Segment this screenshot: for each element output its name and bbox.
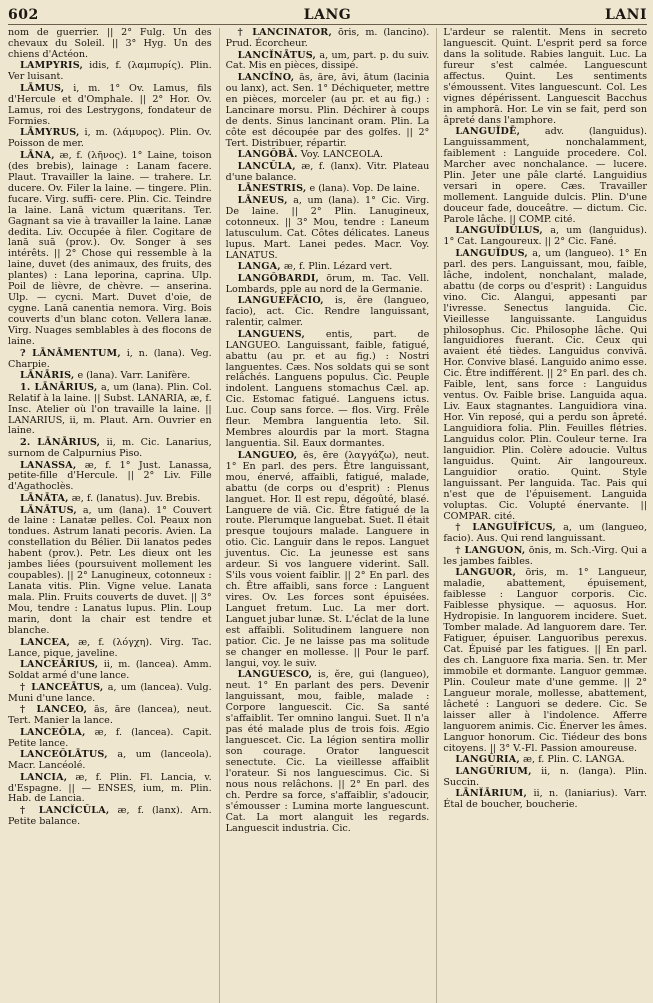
dictionary-entry xyxy=(443,523,647,545)
dictionary-entry xyxy=(226,451,430,670)
entry-headword: LĀNĬĀRIUM, xyxy=(455,788,528,800)
entry-definition: a, um (langueo, facio). Aus. Qui rend languissant. xyxy=(443,522,647,545)
dictionary-entry xyxy=(226,150,430,161)
dictionary-entry xyxy=(8,705,212,727)
entry-definition: æ, f. (lancea). Capit. Petite lance. xyxy=(8,726,212,749)
entry-definition: æ, f. 1° Just. Lanassa, petite-fille d'Hercule. || 2° Liv. Fille d'Agathoclès. xyxy=(8,459,212,493)
entry-definition: ōris, m. 1° Langueur, maladie, abattement, épuisement, faiblesse : Languor corporis. Cic. Faiblesse physique. — aquosus. Hor. Hydropisie. In languorem incidere. Suet. Tomber malade. Ad languorem dare. Ter. Fatiguer, épuiser. Languoribus perexus. Cat. Épuisé par les fatigues. || En parl. des ch. Languore fixa maria. Sen. tr. Mer immobile et dormante. Languor gemmæ. Plin. Couleur mate d'une gemme. || 2° Langueur morale, mollesse, abattement, lâcheté : Languori se dedere. Cic. Se laisser aller à l'indolence. Afferre languorem animis. Cic. Énerver les âmes. Languor honorum. Cic. Tiédeur des bons citoyens. || 3° V.-Fl. Passion amoureuse. xyxy=(443,567,648,754)
entry-definition: æ, f. (lanx). Arn. Petite balance. xyxy=(8,805,212,827)
dictionary-entry xyxy=(8,638,212,660)
dictionary-entry xyxy=(8,371,212,382)
entry-headword: LANGUENS, xyxy=(237,328,305,340)
dictionary-entry xyxy=(8,683,212,705)
entry-definition: æ, f. Plin. Lézard vert. xyxy=(283,261,393,273)
column-middle xyxy=(219,28,430,1003)
column-left xyxy=(8,28,212,1003)
entry-headword: † LANCEĀTUS, xyxy=(20,681,104,693)
dictionary-entry xyxy=(8,494,212,505)
entry-headword: LANCIA, xyxy=(20,771,68,783)
entry-headword: † LANGUON, xyxy=(455,544,526,556)
entry-definition: i, n. (lana). Veg. Charpie. xyxy=(8,347,212,370)
dictionary-entry xyxy=(8,660,212,682)
entry-definition: a, um (languidus). 1° Cat. Langoureux. || 2° Cic. Fané. xyxy=(443,225,648,248)
dictionary-entry xyxy=(226,196,430,262)
entry-headword: LĀNA, xyxy=(20,149,55,161)
entry-definition: æ, f. (λόγχη). Virg. Tac. Lance, pique, javeline. xyxy=(8,636,212,659)
dictionary-entry xyxy=(226,28,430,50)
dictionary-entry xyxy=(226,162,430,184)
entry-headword: LĀNĀTUS, xyxy=(20,504,77,516)
entry-definition: idis, f. (λαμπυρίς). Plin. Ver luisant. xyxy=(8,60,212,83)
dictionary-entry xyxy=(8,461,212,494)
entry-headword: LĀNĀRIS, xyxy=(20,370,75,382)
header-right-word: LANI xyxy=(604,7,647,23)
entry-headword: LANGUESCO, xyxy=(237,669,313,681)
entry-definition: ōrum, m. Tac. Vell. Lombards, pple au nord de la Germanie. xyxy=(225,272,430,295)
entry-definition: ii, n. (langa). Plin. Succin. xyxy=(443,765,648,788)
entry-definition: ōris, m. (lancino). Prud. Écorcheur. xyxy=(225,28,430,49)
entry-headword: LĀNĀTA, xyxy=(20,492,69,504)
entry-headword: LANCEŎLĀTUS, xyxy=(20,749,108,761)
entry-definition: æ, f. Plin. C. LANGA. xyxy=(522,754,625,766)
entry-definition: L'ardeur se ralentit. Mens in secreto languescit. Quint. L'esprit perd sa force dans la solitude. Rabies languit. Luc. La fureur s'est calmée. Languescunt affectus. Quint. Les sentiments s'émoussent. Vites languescunt. Col. Les vignes dépérissent. Languescit Bacchus in amphorā. Hor. Le vin se fait, perd son âpreté dans l'amphore. xyxy=(443,28,648,126)
page-header xyxy=(8,6,647,25)
entry-headword: † LANGUĬFĬCUS, xyxy=(455,522,556,534)
entry-headword: LANGUĬDĒ, xyxy=(455,126,521,138)
entry-headword: LĀNESTRIS, xyxy=(237,183,307,195)
page-number: 602 xyxy=(8,7,39,23)
dictionary-entry xyxy=(8,151,212,348)
dictionary-entry xyxy=(443,127,647,226)
entry-definition: ii, m. Cic. Lanarius, surnom de Calpurnius Piso. xyxy=(8,437,212,459)
entry-definition: e (lana). Varr. Lanifère. xyxy=(77,370,191,382)
entry-definition: ās, āre, āvi, ātum (lacinia ou lanx), act. Sen. 1° Déchiqueter, mettre en pièces, morceler (au pr. et au fig.) : Lancinare morsu. Plin. Déchirer à coups de dents. Sinus lancinant oram. Plin. La côte est découpée par des golfes. || 2° Tert. Distribuer, répartir. xyxy=(225,72,430,149)
dictionary-entry xyxy=(8,349,212,371)
dictionary-entry xyxy=(8,750,212,772)
dictionary-entry xyxy=(443,28,647,127)
entry-definition: Voy. LANCEOLA. xyxy=(300,149,384,161)
entry-definition: ii, n. (laniarius). Varr. Étal de boucher, boucherie. xyxy=(443,788,648,811)
entry-headword: LANGUĬDUS, xyxy=(455,247,528,259)
entry-definition: e (lana). Vop. De laine. xyxy=(309,183,420,195)
entry-definition: æ, f. (lanx). Vitr. Plateau d'une balance. xyxy=(225,160,430,183)
entry-definition: a, um (lana). Plin. Col. Relatif à la laine. || Subst. LANARIA, æ, f. Insc. Atelier où l'on travaille la laine. || LANARIUS, ii, m. Plaut. Arn. Ouvrier en laine. xyxy=(8,381,212,437)
entry-headword: LANGUEFĂCIO, xyxy=(237,295,324,307)
entry-definition: a, um (langueo). 1° En parl. des pers. Languissant, mou, faible, lâche, indolent, nonchalant, malade, abattu (de corps ou d'esprit) : Languidus vino. Cic. Alangui, appesanti par l'ivresse. Senectus languida. Cic. Vieillesse languissante. Languidus philosophus. Cic. Philosophe lâche. Qui languidiores fuerant. Cic. Ceux qui avaient été tièdes. Languidus convivā. Hor. Convive blasé. Languido animo esse. Cic. Être indifférent. || 2° En parl. des ch. Faible, lent, sans force : Languidus ventus. Ov. Faible brise. Languida aqua. Liv. Eaux stagnantes. Languidiora vina. Hor. Vin reposé, qui a perdu son âpreté. Languidiora folia. Plin. Feuilles flétries. Languidus color. Plin. Couleur terne. Ira languidior. Plin. Colère adoucie. Vultus languidus. Quint. Air langoureux. Languidior oratio. Quint. Style languissant. Per languida. Tac. Pais qui n'est que de l'épuisement. Languida voluptas. Cic. Volupté énervante. || COMPAR. cité. xyxy=(443,247,648,522)
entry-headword: LANGUOR, xyxy=(455,567,517,579)
dictionary-entry xyxy=(226,184,430,195)
entry-definition: is, ĕre, gui (langueo), neut. 1° En parlant des pers. Devenir languissant, mou, faible, malade : Corpore languescit. Cic. Sa santé s'affaiblit. Ter omnino langui. Suet. Il n'a pas été malade plus de trois fois. Ægio languescet. Cic. La légion sentira mollir son courage. Orator languescit senectute. Cic. La vieillesse affaiblit l'orateur. Si nos languescimus. Cic. Si nous nous relâchons. || 2° En parl. des ch. Perdre sa force, s'affaiblir, s'adoucir, s'émousser : Lumina morte languescunt. Cat. La mort alanguit les regards. Languescit industria. Cic. xyxy=(225,669,430,834)
entry-definition: nom de guerrier. || 2° Fulg. Un des chevaux du Soleil. || 3° Hyg. Un des chiens d'Actéon. xyxy=(8,28,212,60)
entry-headword: † LANCĬNĀTOR, xyxy=(237,28,333,38)
entry-headword: LANGŬRIUM, xyxy=(455,765,532,777)
entry-headword: LAMPYRIS, xyxy=(20,60,84,72)
entry-definition: æ, f. Plin. Fl. Lancia, v. d'Espagne. || — ENSES, ium, m. Plin. Hab. de Lancia. xyxy=(8,771,212,805)
entry-headword: LANGUEO, xyxy=(237,449,298,461)
entry-headword: LANCEA, xyxy=(20,636,71,648)
dictionary-entry xyxy=(8,506,212,637)
entry-definition: i, m. (λάμυρος). Plin. Ov. Poisson de mer. xyxy=(8,127,212,150)
entry-headword: LANCĬNO, xyxy=(237,72,295,83)
dictionary-entry xyxy=(226,262,430,273)
dictionary-entry xyxy=(8,61,212,83)
entry-definition: a, um, part. p. du suiv. Cat. Mis en pièces, dissipé. xyxy=(225,49,430,72)
entry-definition: adv. (languidus). Languissamment, nonchalamment, faiblement : Languide procedere. Col. Marcher avec nonchalance. — lucere. Plin. Jeter une pâle clarté. Languidius versari in opere. Cæs. Travailler mollement. Languide dulcis. Plin. D'une douceur fade, douceâtre. — dictum. Cic. Parole lâche. || COMP. cité. xyxy=(443,126,648,225)
dictionary-entry xyxy=(8,438,212,460)
entry-definition: entis, part. de LANGUEO. Languissant, faible, fatigué, abattu (au pr. et au fig.) : Nostri languentes. Cæs. Nos soldats qui se sont relâchés. Languens populus. Cic. Peuple indolent. Languens stomachus Cæl. ap. Cic. Estomac fatigué. Languens ictus. Luc. Coup sans force. — flos. Virg. Frêle fleur. Membra languentia leto. Sil. Membres alourdis par la mort. Stagna languentia. Sil. Eaux dormantes. xyxy=(225,328,430,450)
dictionary-entry xyxy=(443,767,647,789)
dictionary-entry xyxy=(226,274,430,296)
entry-definition: ii, m. (lancea). Amm. Soldat armé d'une lance. xyxy=(8,659,212,681)
dictionary-entry xyxy=(443,755,647,766)
dictionary-entry xyxy=(443,546,647,568)
dictionary-entry xyxy=(8,383,212,438)
dictionary-entry xyxy=(443,249,647,523)
dictionary-entry xyxy=(8,806,212,828)
entry-definition: ōnis, m. Sch.-Virg. Qui a les jambes faibles. xyxy=(443,544,647,567)
column-right xyxy=(436,28,647,1003)
entry-definition: a, um (lanceola). Macr. Lancéolé. xyxy=(8,749,212,771)
dictionary-entry xyxy=(443,568,647,754)
entry-definition: a, um (lana). 1° Cic. Virg. De laine. || 2° Plin. Lanugineux, cotonneux. || 3° Mou, tendre : Laneum latusculum. Cat. Côtes délicates. Laneus lupus. Mart. Lanei pedes. Macr. Voy. LANATUS. xyxy=(225,194,430,261)
dictionary-entry xyxy=(226,51,430,73)
entry-headword: LĀMYRUS, xyxy=(20,127,80,139)
entry-definition: a, um (lancea). Vulg. Muni d'une lance. xyxy=(8,681,212,704)
dictionary-entry xyxy=(443,789,647,811)
entry-headword: 1. LĀNĀRIUS, xyxy=(20,381,98,393)
entry-definition: ēs, ēre (λαγγάζω), neut. 1° En parl. des pers. Être languissant, mou, énervé, affaibli, fatigué, malade, abattu (de corps ou d'esprit) : Plenus languet. Hor. Il est repu, dégoûté, blasé. Languere de viā. Cic. Être fatigué de la route. Plerumque languebat. Suet. Il était presque toujours malade. Languere in otio. Cic. Languir dans le repos. Languet juventus. Cic. La jeunesse est sans ardeur. Si vos languere viderint. Sall. S'ils vous voient faiblir. || 2° En parl. des ch. Être affaibli, sans force : Languent vires. Ov. Les forces sont épuisées. Languet fretum. Luc. La mer dort. Languet jubar lunæ. St. L'éclat de la lune est affaibli. Solitudinem languere non patior. Cic. Je ne laisse pas ma solitude se changer en mollesse. || Pour le parf. langui, voy. le suiv. xyxy=(225,449,430,669)
dictionary-entry xyxy=(8,773,212,806)
entry-definition: is, ĕre (langueo, facio), act. Cic. Rendre languissant, ralentir, calmer. xyxy=(225,295,430,329)
entry-headword: LANGŎBĀ. xyxy=(237,149,298,161)
entry-headword: LANCEĀRIUS, xyxy=(20,659,99,671)
entry-headword: LĀMUS, xyxy=(20,82,65,94)
entry-headword: 2. LĀNĀRIUS, xyxy=(20,437,101,449)
entry-headword: LANGŬRIA, xyxy=(455,754,520,766)
entry-headword: LANGUĬDŬLUS, xyxy=(455,225,543,237)
entry-definition: æ, f. (λῆνος). 1° Laine, toison (des brebis), lainage : Lanam facere. Plaut. Travailler la laine. — trahere. Lr. ducere. Ov. Filer la laine. — tingere. Plin. fucare. Virg. suffi- cere. Plin. Cic. Teindre la laine. Lanā victum quæritans. Ter. Gagnant sa vie à travailler la laine. Lanæ dedita. Liv. Occupée à filer. Cogitare de lanā suā (prov.). Ov. Songer à ses intérêts. || 2° Chose qui ressemble à la laine, duvet (des animaux, des fruits, des plantes) : Lana leporina, caprina. Ulp. Poil de lièvre, de chèvre. — anserina. Ulp. — cycni. Mart. Duvet d'oie, de cygne. Lanā canentia nemora. Virg. Bois couverts d'un blanc coton. Vellera lanæ. Virg. Nuages semblables à des flocons de laine. xyxy=(8,149,212,348)
entry-definition: a, um (lana). 1° Couvert de laine : Lanatæ pelles. Col. Peaux non tondues. Astrum lanati pecoris. Avien. La constellation du Bélier. Dii lanatos pedes habent (prov.). Petr. Les dieux ont les jambes liées (poursuivent mollement les coupables). || 2° Lanugineux, cotonneux : Lanata vitis. Plin. Vigne velue. Lanata mala. Plin. Fruits couverts de duvet. || 3° Mou, tendre : Lanatus lupus. Plin. Loup marin, dont la chair est tendre et blanche. xyxy=(8,504,212,636)
dictionary-entry xyxy=(226,330,430,450)
entry-headword: LĀNEUS, xyxy=(237,194,288,206)
dictionary-entry xyxy=(8,84,212,128)
dictionary-entry xyxy=(8,128,212,150)
dictionary-entry xyxy=(226,73,430,150)
entry-definition: ās, āre (lancea), neut. Tert. Manier la lance. xyxy=(8,704,212,726)
dictionary-entry xyxy=(443,226,647,248)
dictionary-entry xyxy=(226,296,430,329)
entry-headword: LANGA, xyxy=(237,261,281,273)
dictionary-entry xyxy=(8,28,212,61)
dictionary-entry xyxy=(8,728,212,750)
entry-headword: LANCĬNĀTUS, xyxy=(237,49,317,61)
entry-definition: æ, f. (lanatus). Juv. Brebis. xyxy=(71,492,201,504)
entry-headword: LANCEŎLA, xyxy=(20,726,86,738)
entry-headword: † LANCĬCŬLA, xyxy=(20,805,110,816)
entry-headword: LANASSA, xyxy=(20,459,77,471)
columns xyxy=(8,28,647,1003)
entry-headword: LANGŎBARDI, xyxy=(237,272,320,284)
entry-headword: ? LĀNĀMENTUM, xyxy=(20,347,121,359)
header-center-word: LANG xyxy=(303,7,352,23)
entry-headword: † LANCEO, xyxy=(20,704,87,716)
entry-headword: LANCŬLA, xyxy=(237,160,296,172)
entry-definition: i, m. 1° Ov. Lamus, fils d'Hercule et d'Omphale. || 2° Hor. Ov. Lamus, roi des Lestrygons, fondateur de Formies. xyxy=(8,82,212,127)
dictionary-entry xyxy=(226,670,430,834)
